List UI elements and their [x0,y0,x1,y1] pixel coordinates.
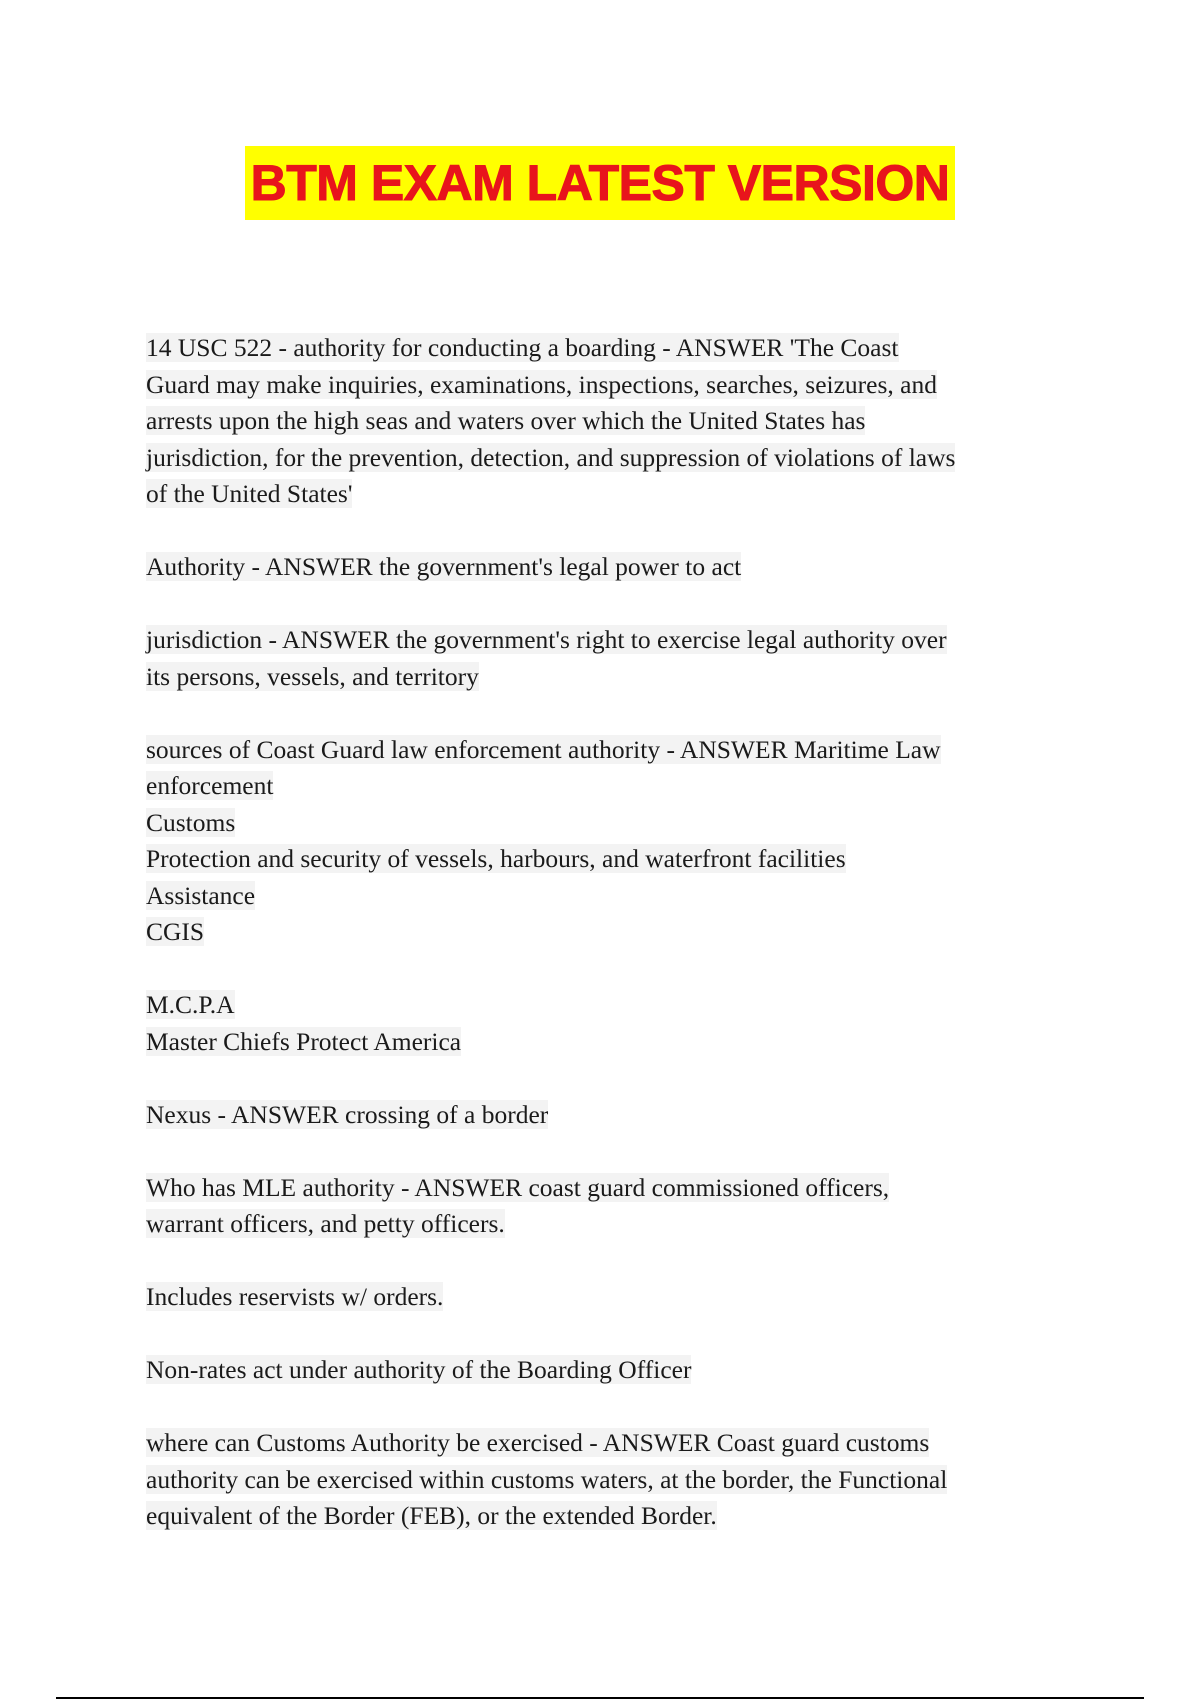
qa-block [146,1170,1066,1243]
text-line-content: Includes reservists w/ orders. [146,1282,444,1311]
text-line [146,1279,1066,1316]
text-line [146,1097,1066,1134]
text-line-content: warrant officers, and petty officers. [146,1209,505,1238]
qa-block [146,1097,1066,1134]
text-line [146,1498,1066,1535]
qa-block [146,987,1066,1060]
qa-block [146,549,1066,586]
text-line-content: enforcement [146,771,274,800]
text-line-content: where can Customs Authority be exercised - ANSWER Coast guard customs [146,1428,930,1457]
text-line [146,659,1066,696]
text-line-content: Assistance [146,880,256,910]
text-line-content: M.C.P.A [146,990,235,1019]
text-line [146,1462,1066,1499]
document-title: BTM EXAM LATEST VERSION [245,146,956,220]
footer-divider [56,1697,1144,1699]
text-line [146,1170,1066,1207]
text-line-content: jurisdiction - ANSWER the government's right to exercise legal authority over [146,625,947,654]
text-line [146,403,1066,440]
text-line [146,805,1066,842]
text-line-content: authority can be exercised within customs waters, at the border, the Functional [146,1464,948,1494]
text-line [146,1425,1066,1462]
text-line-content: Customs [146,807,236,837]
text-line-content: Who has MLE authority - ANSWER coast guard commissioned officers, [146,1172,890,1202]
text-line-content: of the United States' [146,479,353,508]
text-line [146,1352,1066,1389]
text-line [146,841,1066,878]
text-line-content: jurisdiction, for the prevention, detection, and suppression of violations of laws [146,442,956,472]
text-line-content: 14 USC 522 - authority for conducting a boarding - ANSWER 'The Coast [146,333,899,362]
text-line [146,732,1066,769]
qa-block [146,732,1066,951]
text-line [146,549,1066,586]
text-line [146,622,1066,659]
qa-block [146,330,1066,513]
text-line-content: Authority - ANSWER the government's legal power to act [146,552,742,581]
text-line-content: arrests upon the high seas and waters over which the United States has [146,406,866,435]
qa-block [146,1425,1066,1535]
text-line-content: Protection and security of vessels, harbours, and waterfront facilities [146,844,846,873]
text-line [146,330,1066,367]
text-line [146,878,1066,915]
qa-block [146,622,1066,695]
text-line-content: its persons, vessels, and territory [146,661,479,691]
text-line [146,987,1066,1024]
title-container [0,146,1200,220]
text-line [146,476,1066,513]
text-line-content: equivalent of the Border (FEB), or the extended Border. [146,1501,717,1530]
document-body [146,330,1066,1571]
text-line [146,914,1066,951]
text-line [146,367,1066,404]
text-line [146,1024,1066,1061]
text-line-content: CGIS [146,917,205,946]
text-line-content: Master Chiefs Protect America [146,1026,462,1056]
text-line-content: Non-rates act under authority of the Boarding Officer [146,1355,692,1384]
text-line-content: Guard may make inquiries, examinations, inspections, searches, seizures, and [146,369,937,399]
qa-block [146,1352,1066,1389]
text-line [146,1206,1066,1243]
text-line [146,768,1066,805]
text-line [146,440,1066,477]
qa-block [146,1279,1066,1316]
text-line-content: Nexus - ANSWER crossing of a border [146,1099,549,1129]
text-line-content: sources of Coast Guard law enforcement authority - ANSWER Maritime Law [146,734,941,764]
